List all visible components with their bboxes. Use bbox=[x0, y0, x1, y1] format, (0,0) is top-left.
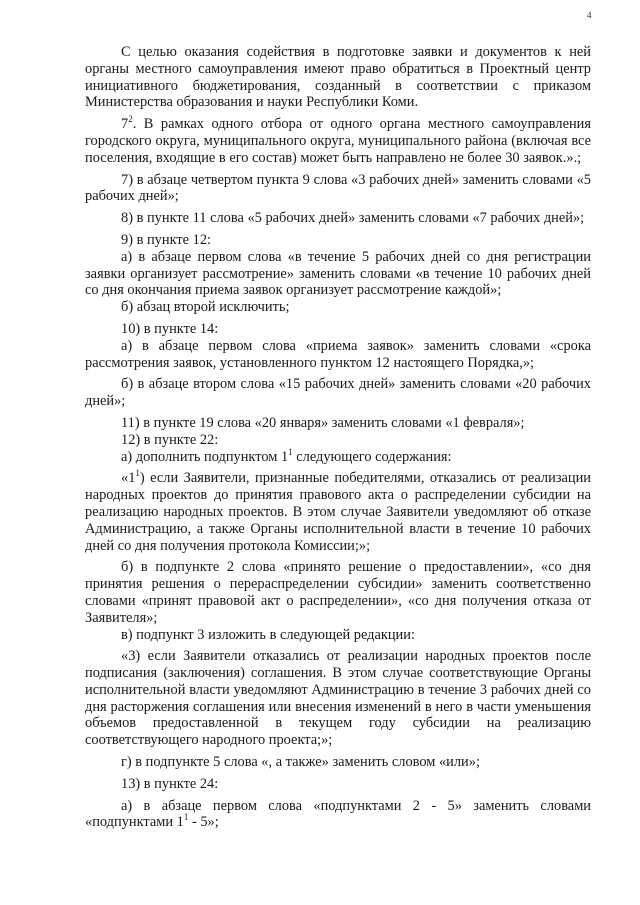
paragraph-text: «1 bbox=[121, 470, 136, 487]
paragraph-text: - 5»; bbox=[188, 814, 219, 831]
paragraph: «3) если Заявители отказались от реализации народных проектов после подписания (заключения) соглашения. В этом случае соответствующие Органы исполнительной власти уведомляют Администрацию в течение 3 рабочих дней со дня расторжения соглашения или внесения изменений в него в части уменьшения объемов предоставленной в текущем году субсидии на реализацию соответствующего народного проекта;»; bbox=[85, 648, 591, 749]
superscript: 2 bbox=[128, 114, 133, 125]
superscript: 1 bbox=[135, 468, 140, 479]
paragraph: в) подпункт 3 изложить в следующей редакции: bbox=[121, 626, 415, 643]
paragraph: г) в подпункте 5 слова «, а также» заменить словом «или»; bbox=[121, 754, 480, 771]
paragraph bbox=[85, 798, 591, 832]
paragraph: 10) в пункте 14: bbox=[121, 320, 219, 337]
paragraph: 13) в пункте 24: bbox=[121, 775, 219, 792]
paragraph: а) в абзаце первом слова «приема заявок» заменить словами «срока рассмотрения заявок, установленного пунктом 12 настоящего Порядка,»; bbox=[85, 337, 591, 371]
paragraph: 11) в пункте 19 слова «20 января» заменить словами «1 февраля»; bbox=[121, 414, 525, 431]
paragraph-text: ) если Заявители, признанные победителями, отказались от реализации народных проектов до принятия правового акта о распределении субсидии на реализацию народных проектов. В этом случае Заявители уведомляют об отказе Администрацию, а также Органы исполнительной власти в течение 10 рабочих дней со дня получения протокола Комиссии;»; bbox=[85, 470, 591, 554]
paragraph bbox=[85, 116, 591, 166]
paragraph-text: а) дополнить подпунктом 1 bbox=[121, 448, 289, 465]
paragraph: С целью оказания содействия в подготовке заявки и документов к ней органы местного самоуправления имеют право обратиться в Проектный центр инициативного бюджетирования, созданный в соответствии с приказом Министерства образования и науки Республики Коми. bbox=[85, 44, 591, 111]
paragraph bbox=[85, 446, 591, 466]
paragraph: б) абзац второй исключить; bbox=[121, 299, 290, 316]
paragraph: 7) в абзаце четвертом пункта 9 слова «3 рабочих дней» заменить словами «5 рабочих дней»; bbox=[85, 171, 591, 205]
paragraph: 12) в пункте 22: bbox=[121, 431, 219, 448]
paragraph: 9) в пункте 12: bbox=[121, 231, 212, 248]
paragraph-lead: 7 bbox=[121, 116, 129, 133]
superscript: 1 bbox=[288, 446, 293, 457]
paragraph-text: . В рамках одного отбора от одного органа местного самоуправления городского округа, муниципального округа, муниципального района (включая все поселения, входящие в его состав) может быть направлено не более 30 заявок.».; bbox=[85, 116, 591, 166]
paragraph bbox=[85, 470, 591, 554]
page-number: 4 bbox=[587, 10, 592, 20]
paragraph-text: а) в абзаце первом слова «подпунктами 2 - 5» заменить словами «подпунктами 1 bbox=[85, 797, 591, 831]
document-body bbox=[85, 44, 591, 831]
paragraph: а) в абзаце первом слова «в течение 5 рабочих дней со дня регистрации заявки организует рассмотрение» заменить словами «в течение 10 рабочих дней со дня окончания приема заявок организует рассмотрение каждой»; bbox=[85, 248, 591, 299]
paragraph: 8) в пункте 11 слова «5 рабочих дней» заменить словами «7 рабочих дней»; bbox=[121, 210, 585, 227]
paragraph: б) в подпункте 2 слова «принято решение о предоставлении», «со дня принятия решения о перераспределении субсидии» заменить соответственно словами «принят правовой акт о распределении», «со дня получения отказа от Заявителя»; bbox=[85, 559, 591, 626]
superscript: 1 bbox=[183, 812, 189, 823]
paragraph-text: следующего содержания: bbox=[292, 448, 452, 465]
paragraph: б) в абзаце втором слова «15 рабочих дней» заменить словами «20 рабочих дней»; bbox=[85, 376, 591, 410]
